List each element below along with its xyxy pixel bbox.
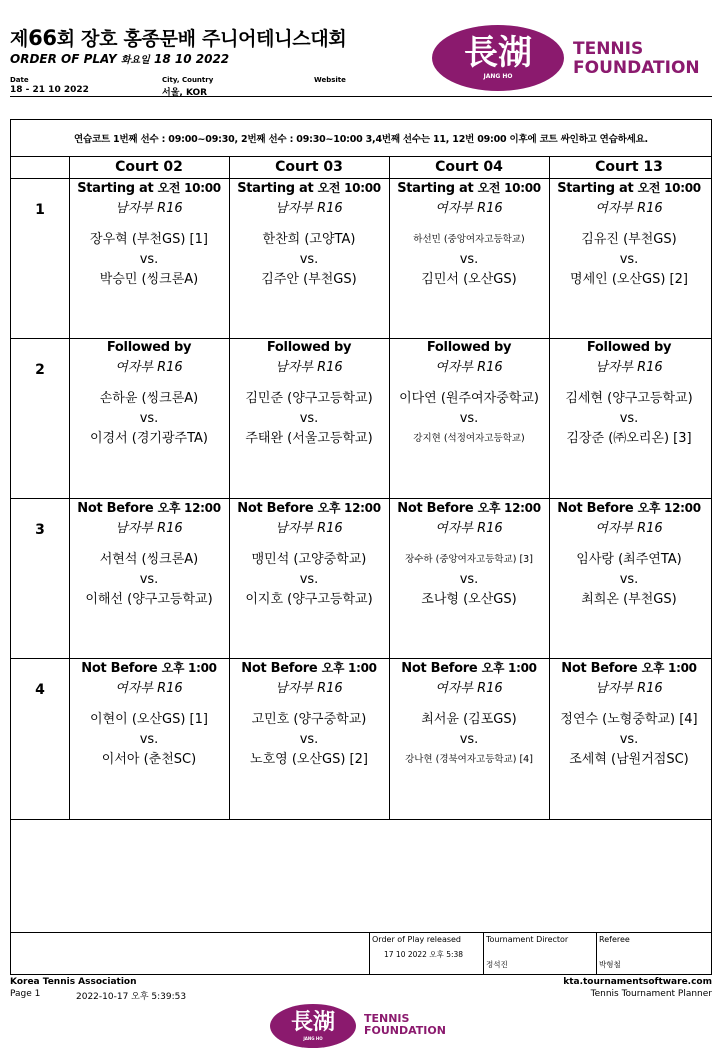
match-event: 여자부 R16: [435, 681, 503, 696]
city-value: 서울, KOR: [162, 88, 208, 98]
spacer: [69, 540, 229, 550]
match-time-label: Not Before: [237, 501, 314, 516]
association-name: Korea Tennis Association: [10, 977, 137, 987]
match-time-label: Not Before: [397, 501, 474, 516]
match-time-value: 오전 10:00: [157, 181, 221, 195]
match-time-label: Not Before: [561, 661, 638, 676]
spacer: [69, 220, 229, 230]
player-2: 이지호 (양구고등학교): [245, 592, 373, 607]
match-time-value: 오전 10:00: [477, 181, 541, 195]
match-time-label: Not Before: [81, 661, 158, 676]
versus-label: vs.: [459, 732, 479, 747]
tournament-title: 제66회 장호 홍종문배 주니어테니스대회: [10, 26, 347, 50]
player-1: 최서윤 (김포GS): [421, 712, 517, 727]
match-time: [389, 499, 549, 518]
practice-court-notice: 연습코트 1번째 선수 : 09:00~09:30, 2번째 선수 : 09:30~10:00 3,4번째 선수는 11, 12번 09:00 이후에 코트 싸인하고 연습하세요.: [11, 120, 711, 157]
match-time: [549, 339, 709, 357]
match-time-value: 오후 1:00: [641, 661, 697, 675]
match-time: [549, 659, 709, 678]
match-event: 남자부 R16: [275, 360, 343, 375]
match-event: 여자부 R16: [435, 201, 503, 216]
player-2: 명세인 (오산GS) [2]: [570, 272, 688, 287]
city-label: City, Country: [162, 76, 214, 84]
match-event: 남자부 R16: [115, 521, 183, 536]
spacer: [549, 379, 709, 389]
match-event: 여자부 R16: [115, 681, 183, 696]
versus-label: vs.: [459, 572, 479, 587]
player-1: 임사랑 (최주연TA): [576, 552, 682, 567]
versus-label: vs.: [619, 732, 639, 747]
logo-tennis-text: TENNIS: [364, 1012, 410, 1025]
match-cell: [549, 659, 709, 770]
versus-label: vs.: [299, 732, 319, 747]
match-cell: [389, 339, 549, 449]
date-value: 18 - 21 10 2022: [10, 85, 89, 95]
match-time: [69, 659, 229, 678]
player-2: 주태완 (서울고등학교): [245, 431, 373, 446]
match-time-value: 오후 12:00: [317, 501, 381, 515]
spacer: [69, 379, 229, 389]
match-cell: [549, 179, 709, 290]
versus-label: vs.: [139, 411, 159, 426]
match-time: [389, 339, 549, 357]
round-number: 3: [35, 522, 45, 538]
logo-subtext: JANG HO: [303, 1036, 323, 1041]
versus-label: vs.: [619, 252, 639, 267]
jangho-logo-footer: [270, 1004, 356, 1048]
logo-hanja: 長湖: [290, 1009, 335, 1035]
match-event: 여자부 R16: [595, 201, 663, 216]
player-1: 장수하 (중앙여자고등학교) [3]: [405, 554, 533, 565]
player-1: 김세현 (양구고등학교): [565, 391, 693, 406]
order-of-play-subtitle: ORDER OF PLAY 화요일 18 10 2022: [10, 52, 230, 66]
released-label: Order of Play released: [372, 935, 462, 944]
versus-label: vs.: [459, 411, 479, 426]
versus-label: vs.: [139, 252, 159, 267]
spacer: [549, 700, 709, 710]
jangho-logo: [432, 25, 564, 91]
match-event: 남자부 R16: [595, 360, 663, 375]
player-1: 장우혁 (부천GS) [1]: [90, 232, 208, 247]
match-time-label: Not Before: [557, 501, 634, 516]
match-time: [229, 339, 389, 357]
director-label: Tournament Director: [486, 935, 569, 944]
match-time-value: 오후 12:00: [477, 501, 541, 515]
order-of-play-table: [10, 119, 712, 975]
match-cell: [69, 499, 229, 610]
match-event: 남자부 R16: [595, 681, 663, 696]
player-2: 강지현 (석정여자고등학교): [413, 433, 525, 444]
logo-hanja: 長湖: [464, 33, 532, 73]
player-1: 손하윤 (씽크론A): [99, 391, 199, 406]
footer-col-divider: [369, 932, 370, 974]
row-divider: [11, 819, 711, 820]
spacer: [229, 379, 389, 389]
player-2: 이경서 (경기광주TA): [89, 431, 208, 446]
versus-label: vs.: [139, 572, 159, 587]
player-1: 맹민석 (고양중학교): [251, 552, 367, 567]
match-cell: [389, 179, 549, 290]
match-time: [389, 179, 549, 198]
player-2: 김민서 (오산GS): [421, 272, 517, 287]
spacer: [549, 540, 709, 550]
logo-tennis-text: TENNIS: [573, 39, 644, 59]
match-cell: [69, 659, 229, 770]
match-time: [229, 499, 389, 518]
match-cell: [229, 659, 389, 770]
versus-label: vs.: [619, 572, 639, 587]
website-label: Website: [314, 76, 346, 84]
court-header: Court 13: [595, 159, 663, 175]
match-event: 남자부 R16: [275, 681, 343, 696]
match-time-label: Starting at: [397, 181, 474, 196]
match-time-label: Not Before: [401, 661, 478, 676]
player-2: 이해선 (양구고등학교): [85, 592, 213, 607]
footer-divider: [11, 932, 711, 933]
match-cell: [69, 179, 229, 290]
match-time-value: 오전 10:00: [637, 181, 701, 195]
player-2: 조세혁 (남원거점SC): [569, 752, 689, 767]
match-event: 여자부 R16: [435, 360, 503, 375]
match-time: [69, 339, 229, 357]
match-cell: [229, 339, 389, 449]
website-link[interactable]: kta.tournamentsoftware.com: [563, 977, 712, 987]
logo-foundation-text: FOUNDATION: [573, 58, 700, 78]
match-time-value: 오후 1:00: [481, 661, 537, 675]
released-value: 17 10 2022 오후 5:38: [384, 950, 464, 959]
match-time-label: Starting at: [237, 181, 314, 196]
spacer: [389, 540, 549, 550]
versus-label: vs.: [299, 411, 319, 426]
print-timestamp: 2022-10-17 오후 5:39:53: [76, 992, 187, 1002]
spacer: [229, 220, 389, 230]
spacer: [229, 540, 389, 550]
match-event: 여자부 R16: [435, 521, 503, 536]
header-divider: [10, 96, 712, 97]
match-time-label: Followed by: [586, 340, 672, 355]
player-2: 조나형 (오산GS): [421, 592, 517, 607]
player-1: 김유진 (부천GS): [581, 232, 677, 247]
match-cell: [549, 339, 709, 449]
spacer: [69, 700, 229, 710]
spacer: [389, 379, 549, 389]
player-1: 하선민 (중앙여자고등학교): [413, 234, 525, 245]
player-1: 김민준 (양구고등학교): [245, 391, 373, 406]
match-time-value: 오후 12:00: [157, 501, 221, 515]
player-2: 최희온 (부천GS): [581, 592, 677, 607]
page-number: Page 1: [10, 989, 41, 999]
spacer: [549, 220, 709, 230]
match-time-value: 오전 10:00: [317, 181, 381, 195]
match-time-value: 오후 1:00: [321, 661, 377, 675]
director-value: 정석진: [486, 960, 508, 969]
match-time-label: Starting at: [557, 181, 634, 196]
match-time: [549, 179, 709, 198]
player-2: 이서아 (춘천SC): [101, 752, 197, 767]
spacer: [389, 220, 549, 230]
match-time-label: Not Before: [77, 501, 154, 516]
date-label: Date: [10, 76, 29, 84]
match-time-label: Followed by: [266, 340, 352, 355]
match-event: 여자부 R16: [595, 521, 663, 536]
player-1: 이다연 (원주여자중학교): [399, 391, 539, 406]
match-time-label: Starting at: [77, 181, 154, 196]
spacer: [229, 700, 389, 710]
referee-value: 박형철: [599, 960, 621, 969]
player-1: 이현이 (오산GS) [1]: [90, 712, 208, 727]
court-header: Court 04: [435, 159, 503, 175]
round-number: 1: [35, 202, 45, 218]
match-time-label: Not Before: [241, 661, 318, 676]
match-cell: [549, 499, 709, 610]
match-time-value: 오후 1:00: [161, 661, 217, 675]
player-1: 고민호 (양구중학교): [251, 712, 367, 727]
match-event: 남자부 R16: [275, 201, 343, 216]
match-cell: [229, 179, 389, 290]
player-2: 강나현 (경북여자고등학교) [4]: [405, 754, 533, 765]
match-time: [389, 659, 549, 678]
versus-label: vs.: [619, 411, 639, 426]
player-1: 한찬희 (고양TA): [262, 232, 356, 247]
player-1: 서현석 (씽크론A): [99, 552, 199, 567]
player-2: 김주안 (부천GS): [261, 272, 357, 287]
match-time-label: Followed by: [426, 340, 512, 355]
match-time-value: 오후 12:00: [637, 501, 701, 515]
match-event: 남자부 R16: [275, 521, 343, 536]
versus-label: vs.: [459, 252, 479, 267]
versus-label: vs.: [139, 732, 159, 747]
player-2: 노호영 (오산GS) [2]: [250, 752, 368, 767]
versus-label: vs.: [299, 252, 319, 267]
spacer: [389, 700, 549, 710]
referee-label: Referee: [599, 935, 630, 944]
court-header: Court 02: [115, 159, 183, 175]
logo-subtext: JANG HO: [483, 73, 513, 80]
round-number: 2: [35, 362, 45, 378]
match-time: [229, 179, 389, 198]
match-cell: [229, 499, 389, 610]
round-number: 4: [35, 682, 45, 698]
match-time: [69, 179, 229, 198]
match-time: [549, 499, 709, 518]
match-time: [69, 499, 229, 518]
player-2: 박승민 (씽크론A): [99, 272, 199, 287]
player-2: 김장준 (㈜오리온) [3]: [566, 431, 692, 446]
match-time-label: Followed by: [106, 340, 192, 355]
match-cell: [389, 499, 549, 610]
match-event: 여자부 R16: [115, 360, 183, 375]
match-cell: [389, 659, 549, 770]
footer-col-divider: [483, 932, 484, 974]
footer-col-divider: [596, 932, 597, 974]
court-header: Court 03: [275, 159, 343, 175]
match-time: [229, 659, 389, 678]
match-cell: [69, 339, 229, 449]
logo-foundation-text: FOUNDATION: [364, 1024, 446, 1037]
planner-text: Tennis Tournament Planner: [590, 989, 712, 999]
versus-label: vs.: [299, 572, 319, 587]
player-1: 정연수 (노형중학교) [4]: [560, 712, 698, 727]
match-event: 남자부 R16: [115, 201, 183, 216]
